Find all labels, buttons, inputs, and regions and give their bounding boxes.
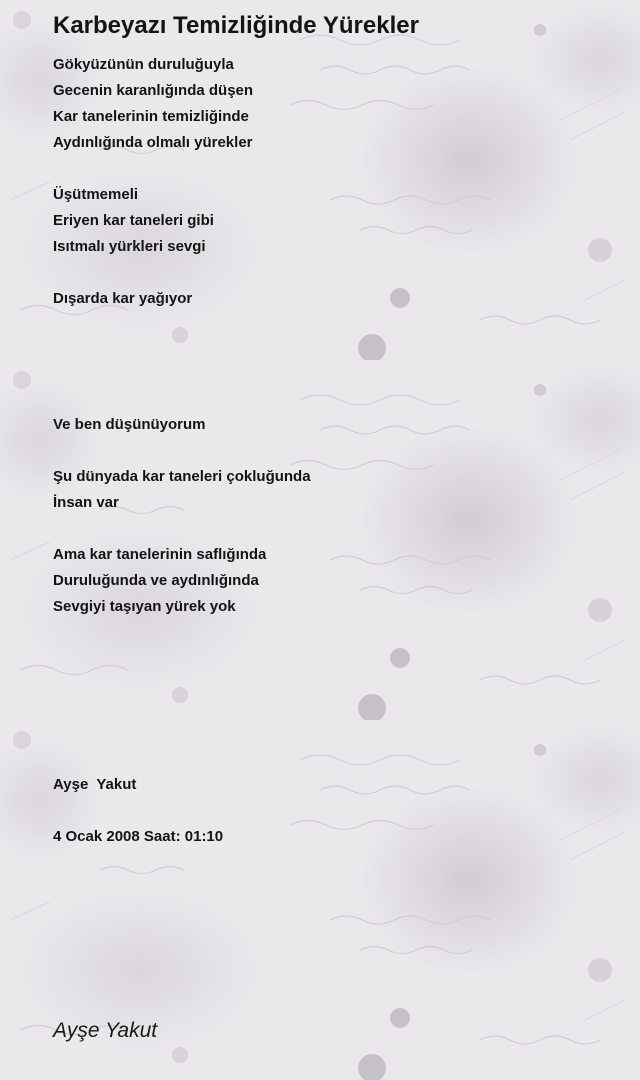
poem-author: Ayşe Yakut [53, 776, 137, 793]
poem-line: Gökyüzünün duruluğuyla [53, 56, 234, 73]
author-signature: Ayşe Yakut [53, 1019, 158, 1042]
poem-line: Gecenin karanlığında düşen [53, 82, 254, 99]
poem-title: Karbeyazı Temizliğinde Yürekler [53, 12, 419, 39]
poem-line: İnsan var [53, 494, 119, 511]
poem-line: Üşütmemeli [53, 186, 139, 203]
poem-line: Kar tanelerinin temizliğinde [53, 108, 249, 125]
poem-line: Şu dünyada kar taneleri çokluğunda [53, 468, 311, 485]
poem-line: Eriyen kar taneleri gibi [53, 212, 214, 229]
poem-line: Sevgiyi taşıyan yürek yok [53, 598, 236, 615]
poem-date: 4 Ocak 2008 Saat: 01:10 [53, 828, 224, 845]
poem-line: Duruluğunda ve aydınlığında [53, 572, 259, 589]
poem-line: Ve ben düşünüyorum [53, 416, 206, 433]
poem-line: Dışarda kar yağıyor [53, 290, 193, 307]
poem-line: Isıtmalı yürkleri sevgi [53, 238, 206, 255]
poem-line: Aydınlığında olmalı yürekler [53, 134, 253, 151]
poem-line: Ama kar tanelerinin saflığında [53, 546, 267, 563]
